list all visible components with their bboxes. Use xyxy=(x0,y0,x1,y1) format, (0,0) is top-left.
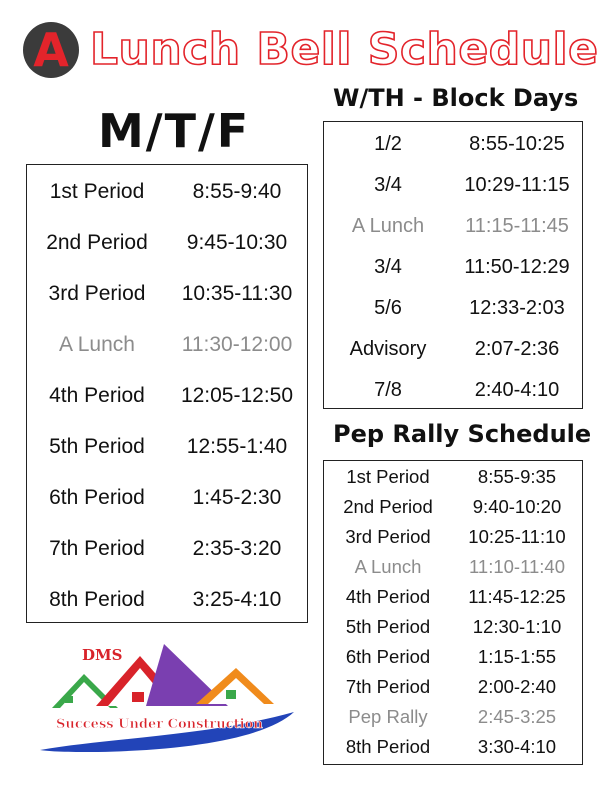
period-time: 12:55-1:40 xyxy=(186,434,288,458)
period-time: 2:00-2:40 xyxy=(477,676,557,698)
period-label: 6th Period xyxy=(345,646,431,668)
period-time: 2:40-4:10 xyxy=(474,379,560,402)
dms-logo xyxy=(38,640,296,780)
period-label: 3rd Period xyxy=(48,281,146,305)
period-time: 10:29-11:15 xyxy=(464,174,570,197)
period-time: 11:10-11:40 xyxy=(468,556,565,578)
table-row xyxy=(324,288,582,329)
mtf-schedule-table xyxy=(26,164,308,623)
table-row xyxy=(27,574,307,625)
period-label: A Lunch xyxy=(59,332,135,356)
period-label: Advisory xyxy=(349,338,427,361)
block-days-title: W/TH - Block Days xyxy=(333,84,579,112)
table-row xyxy=(324,124,582,165)
table-row-lunch xyxy=(324,206,582,247)
table-row xyxy=(324,247,582,288)
table-row xyxy=(324,582,582,612)
table-row xyxy=(27,166,307,217)
period-label: 8th Period xyxy=(49,587,145,611)
period-time: 10:25-11:10 xyxy=(468,526,566,548)
table-row xyxy=(27,421,307,472)
logo-name: DMS xyxy=(82,646,123,664)
period-label: 1/2 xyxy=(374,133,402,156)
table-row xyxy=(324,522,582,552)
table-row xyxy=(324,492,582,522)
a-lunch-badge xyxy=(23,22,79,78)
period-time: 3:30-4:10 xyxy=(477,736,557,758)
table-row xyxy=(27,370,307,421)
pep-rally-schedule-table xyxy=(323,460,583,765)
period-time: 11:50-12:29 xyxy=(464,256,570,279)
period-label: 8th Period xyxy=(345,736,431,758)
period-time: 1:15-1:55 xyxy=(477,646,557,668)
table-row xyxy=(324,329,582,370)
period-label: 3rd Period xyxy=(345,526,431,548)
period-label: A Lunch xyxy=(354,556,422,578)
badge-letter: A xyxy=(33,23,69,77)
period-time: 11:15-11:45 xyxy=(465,215,569,238)
table-row xyxy=(27,268,307,319)
period-time: 10:35-11:30 xyxy=(181,281,293,305)
table-row xyxy=(324,672,582,702)
logo-tagline: Success Under Construction xyxy=(56,717,263,732)
table-row xyxy=(324,612,582,642)
period-label: 5th Period xyxy=(49,434,145,458)
period-label: 2nd Period xyxy=(343,496,433,518)
period-label: 7th Period xyxy=(345,676,431,698)
period-label: 5/6 xyxy=(374,297,402,320)
period-label: 1st Period xyxy=(346,466,430,488)
period-time: 2:35-3:20 xyxy=(192,536,282,560)
period-time: 12:33-2:03 xyxy=(469,297,565,320)
table-row xyxy=(324,165,582,206)
table-row xyxy=(27,523,307,574)
period-label: 5th Period xyxy=(345,616,431,638)
table-row xyxy=(324,462,582,492)
period-label: 4th Period xyxy=(345,586,431,608)
period-time: 9:45-10:30 xyxy=(186,230,288,254)
period-time: 12:05-12:50 xyxy=(180,383,294,407)
block-days-schedule-table xyxy=(323,121,583,409)
period-time: 9:40-10:20 xyxy=(472,496,562,518)
table-row-lunch xyxy=(324,552,582,582)
period-time: 3:25-4:10 xyxy=(192,587,282,611)
house-roofs-icon xyxy=(38,640,296,780)
period-time: 11:30-12:00 xyxy=(181,332,293,356)
period-label: 7th Period xyxy=(49,536,145,560)
period-label: 7/8 xyxy=(374,379,402,402)
period-label: 4th Period xyxy=(49,383,145,407)
period-label: 3/4 xyxy=(374,174,402,197)
period-time: 8:55-10:25 xyxy=(469,133,565,156)
pep-rally-title: Pep Rally Schedule xyxy=(333,420,592,448)
table-row xyxy=(324,642,582,672)
period-time: 8:55-9:35 xyxy=(477,466,557,488)
table-row xyxy=(27,472,307,523)
table-row-pep-rally xyxy=(324,702,582,732)
period-label: Pep Rally xyxy=(348,706,428,728)
period-label: 2nd Period xyxy=(46,230,148,254)
period-time: 1:45-2:30 xyxy=(192,485,282,509)
period-time: 11:45-12:25 xyxy=(468,586,566,608)
period-label: 1st Period xyxy=(49,179,145,203)
table-row-lunch xyxy=(27,319,307,370)
period-time: 12:30-1:10 xyxy=(472,616,562,638)
period-time: 8:55-9:40 xyxy=(192,179,282,203)
period-time: 2:45-3:25 xyxy=(477,706,557,728)
table-row xyxy=(27,217,307,268)
period-label: 3/4 xyxy=(374,256,402,279)
page-title: Lunch Bell Schedule xyxy=(90,24,599,75)
table-row xyxy=(324,732,582,762)
mtf-title: M/T/F xyxy=(98,104,251,158)
period-label: A Lunch xyxy=(351,215,425,238)
period-time: 2:07-2:36 xyxy=(474,338,560,361)
period-label: 6th Period xyxy=(49,485,145,509)
table-row xyxy=(324,370,582,411)
header xyxy=(20,10,599,85)
